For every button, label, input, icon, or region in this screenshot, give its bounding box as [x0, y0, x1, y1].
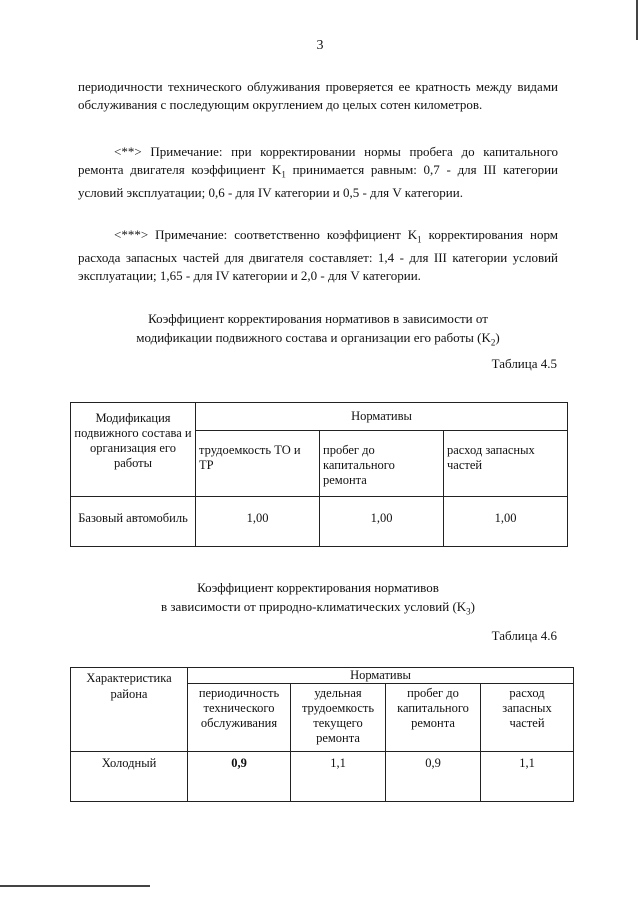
scan-edge-mark — [636, 0, 638, 40]
table-4-5-subheader: пробег до капитального ремонта — [320, 431, 444, 497]
scan-edge-mark — [0, 885, 150, 887]
note-2-text-b: принимается равным: 0,7 - для III категории условий эксплуатации; 0,6 - для IV категории и 0,5 - для V категории. — [78, 161, 559, 200]
table-4-6-caption — [78, 578, 558, 622]
paragraph-note-3 — [78, 226, 558, 284]
table-4-5-caption-text: модификации подвижного состава и организации его работы (K — [136, 330, 491, 345]
table-4-5-cell: 1,00 — [444, 497, 568, 547]
note-3-text-a: <***> Примечание: соответственно коэффициент K — [114, 227, 418, 242]
table-4-6-subheader: пробег до капитального ремонта — [386, 684, 481, 752]
table-4-6-row-label: Холодный — [71, 752, 188, 802]
note-3-subscript: 1 — [417, 234, 422, 245]
table-4-5-caption-line-2 — [78, 328, 558, 353]
table-4-6-subheader: расход запасных частей — [481, 684, 574, 752]
table-4-6-cell: 1,1 — [481, 752, 574, 802]
table-4-6-caption-line-1: Коэффициент корректирования нормативов — [197, 580, 439, 595]
table-4-5 — [70, 402, 568, 547]
table-4-5-subheader: трудоемкость ТО и ТР — [196, 431, 320, 497]
paragraph-1: периодичности технического облуживания проверяется ее кратность между видами обслуживания с последующим округлением до целых сотен километров. — [78, 79, 558, 112]
table-4-5-caption-close: ) — [495, 330, 500, 345]
table-4-5-col-header: Модификация подвижного состава и организация его работы — [71, 403, 196, 497]
table-4-6-caption-close: ) — [470, 599, 476, 614]
table-4-6-col-header: Характеристика района — [71, 668, 188, 752]
table-4-5-subheader: расход запасных частей — [444, 431, 568, 497]
table-4-6-caption-text: в зависимости от природно-климатических условий (K — [160, 599, 467, 614]
table-4-5-caption — [78, 309, 558, 353]
table-4-6 — [70, 667, 574, 802]
table-4-6-caption-subscript: 3 — [466, 606, 471, 617]
table-4-5-group-header: Нормативы — [196, 403, 568, 431]
page-number: 3 — [316, 38, 324, 53]
table-4-6-cell: 0,9 — [188, 752, 291, 802]
table-4-5-row-label: Базовый автомобиль — [71, 497, 196, 547]
table-4-6-group-header: Нормативы — [188, 668, 574, 684]
table-4-5-caption-subscript: 2 — [490, 337, 496, 348]
table-4-5-caption-line-1: Коэффициент корректирования нормативов в зависимости от — [148, 311, 488, 326]
table-4-6-caption-line-2 — [78, 597, 558, 622]
table-4-5-cell: 1,00 — [196, 497, 320, 547]
note-3-text-b: корректирования норм расхода запасных частей для двигателя составляет: 1,4 - для III категории условий эксплуатации; 1,65 - для IV категории и 2,0 - для V категории. — [78, 227, 558, 283]
table-4-6-label: Таблица 4.6 — [491, 628, 557, 643]
table-4-6-subheader: периодичность технического обслуживания — [188, 684, 291, 752]
table-4-5-cell: 1,00 — [320, 497, 444, 547]
note-2-subscript: 1 — [281, 169, 286, 180]
table-4-5-label: Таблица 4.5 — [491, 356, 557, 371]
note-2-text-a: <**> Примечание: при корректировании нормы пробега до капитального ремонта двигателя коэффициент K — [78, 144, 558, 177]
table-4-6-cell: 0,9 — [386, 752, 481, 802]
paragraph-note-2 — [78, 143, 558, 201]
table-4-6-subheader: удельная трудоемкость текущего ремонта — [291, 684, 386, 752]
table-4-6-cell: 1,1 — [291, 752, 386, 802]
